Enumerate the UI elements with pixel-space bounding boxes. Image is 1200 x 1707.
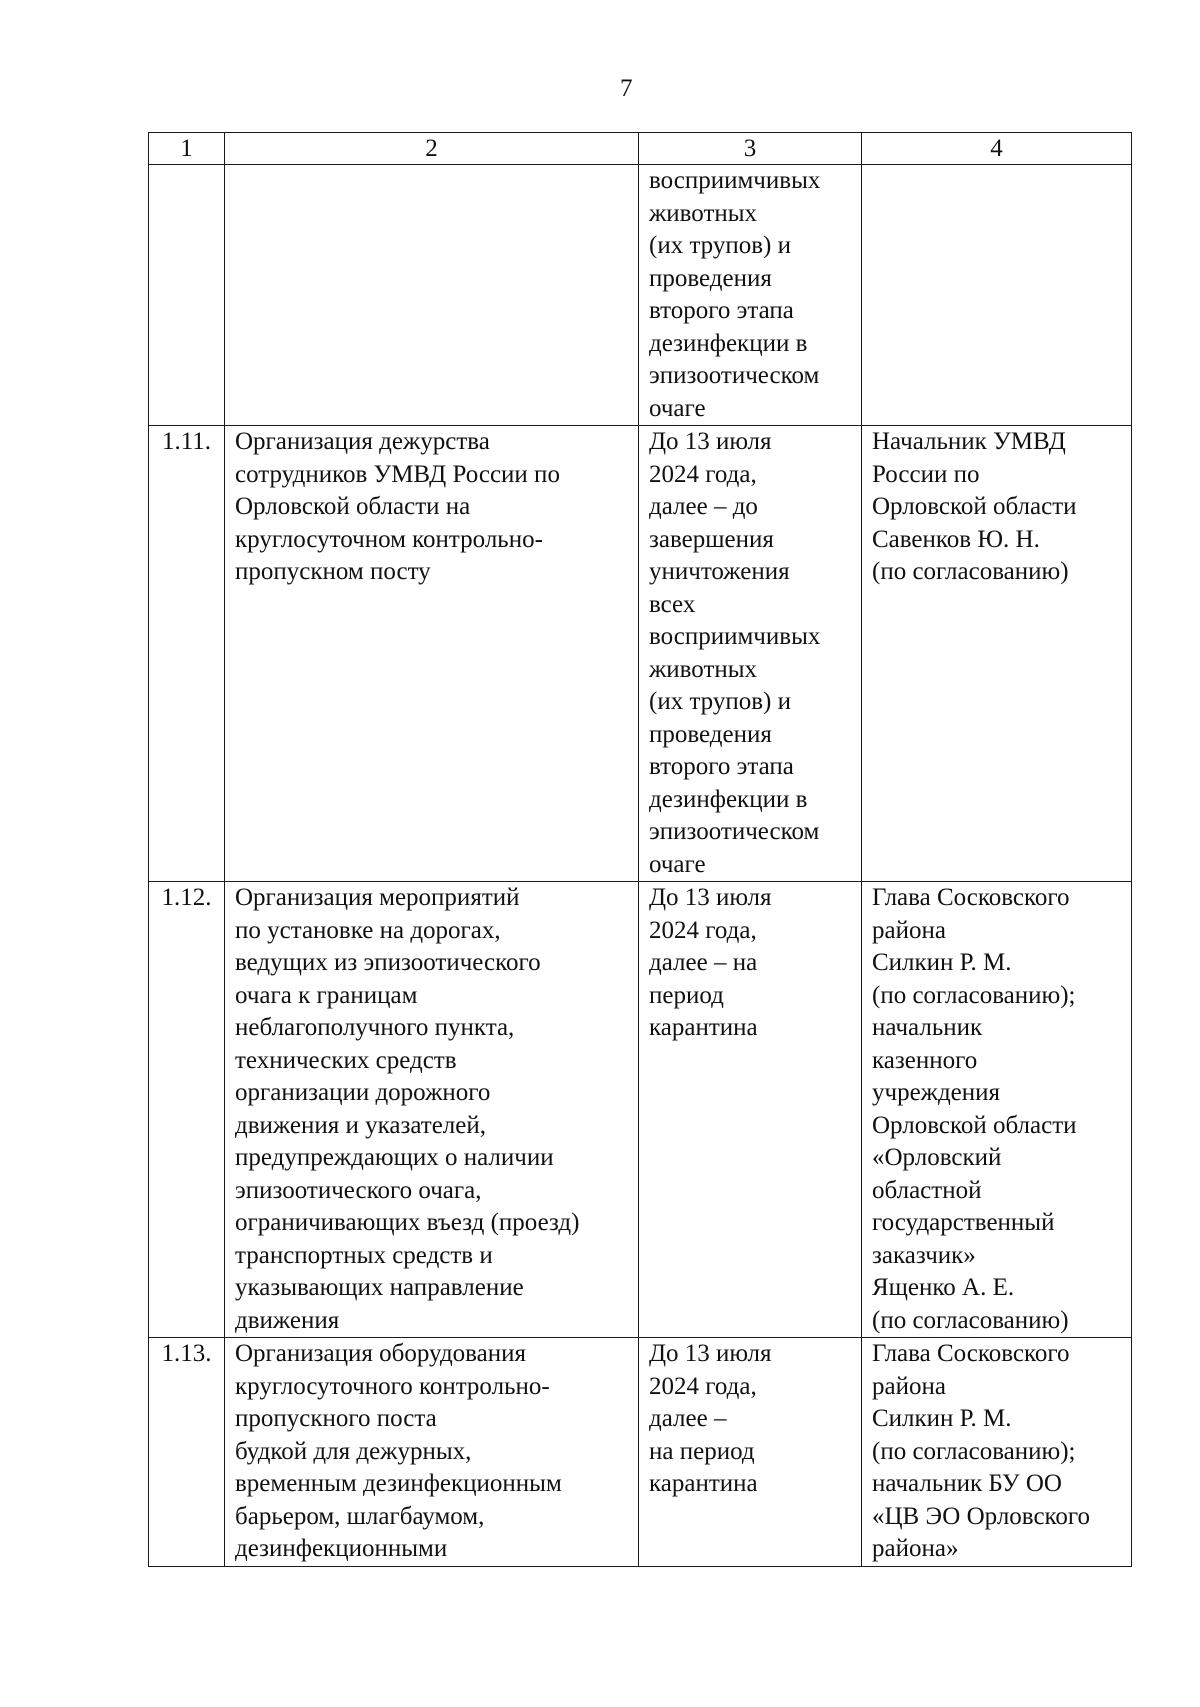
activity-cell: Организация оборудования круглосуточного контрольно- пропускного поста будкой для дежурных, временным дезинфекционным барьером, шлагбаумом, дезинфекционными [225,1338,639,1567]
table-row [149,165,1132,426]
column-header-deadline: 3 [639,133,862,165]
row-number: 1.12. [149,882,225,1338]
row-number: 1.13. [149,1338,225,1567]
deadline-cell: До 13 июля 2024 года, далее – на период карантина [639,882,862,1338]
table-header-row [149,133,1132,165]
activity-cell: Организация мероприятий по установке на дорогах, ведущих из эпизоотического очага к границам неблагополучного пункта, технических средств организации дорожного движения и указателей, предупреждающих о наличии эпизоотического очага, ограничивающих въезд (проезд) транспортных средств и указывающих направление движения [225,882,639,1338]
table-row [149,426,1132,882]
column-header-activity: 2 [225,133,639,165]
table-row [149,882,1132,1338]
row-number: 1.11. [149,426,225,882]
table-row [149,1338,1132,1567]
responsible-cell: Глава Сосковского района Силкин Р. М. (по согласованию); начальник БУ ОО «ЦВ ЭО Орловского района» [862,1338,1132,1567]
deadline-cell: восприимчивых животных (их трупов) и проведения второго этапа дезинфекции в эпизоотическом очаге [639,165,862,426]
responsible-cell: Глава Сосковского района Силкин Р. М. (по согласованию); начальник казенного учреждения Орловской области «Орловский областной государственный заказчик» Ященко А. Е. (по согласованию) [862,882,1132,1338]
activity-cell [225,165,639,426]
deadline-cell: До 13 июля 2024 года, далее – до завершения уничтожения всех восприимчивых животных (их трупов) и проведения второго этапа дезинфекции в эпизоотическом очаге [639,426,862,882]
row-number [149,165,225,426]
responsible-cell: Начальник УМВД России по Орловской области Савенков Ю. Н. (по согласованию) [862,426,1132,882]
responsible-cell [862,165,1132,426]
column-header-number: 1 [149,133,225,165]
measures-table [148,132,1132,1567]
page-number: 7 [620,75,633,102]
deadline-cell: До 13 июля 2024 года, далее – на период карантина [639,1338,862,1567]
activity-cell: Организация дежурства сотрудников УМВД России по Орловской области на круглосуточном контрольно- пропускном посту [225,426,639,882]
column-header-responsible: 4 [862,133,1132,165]
